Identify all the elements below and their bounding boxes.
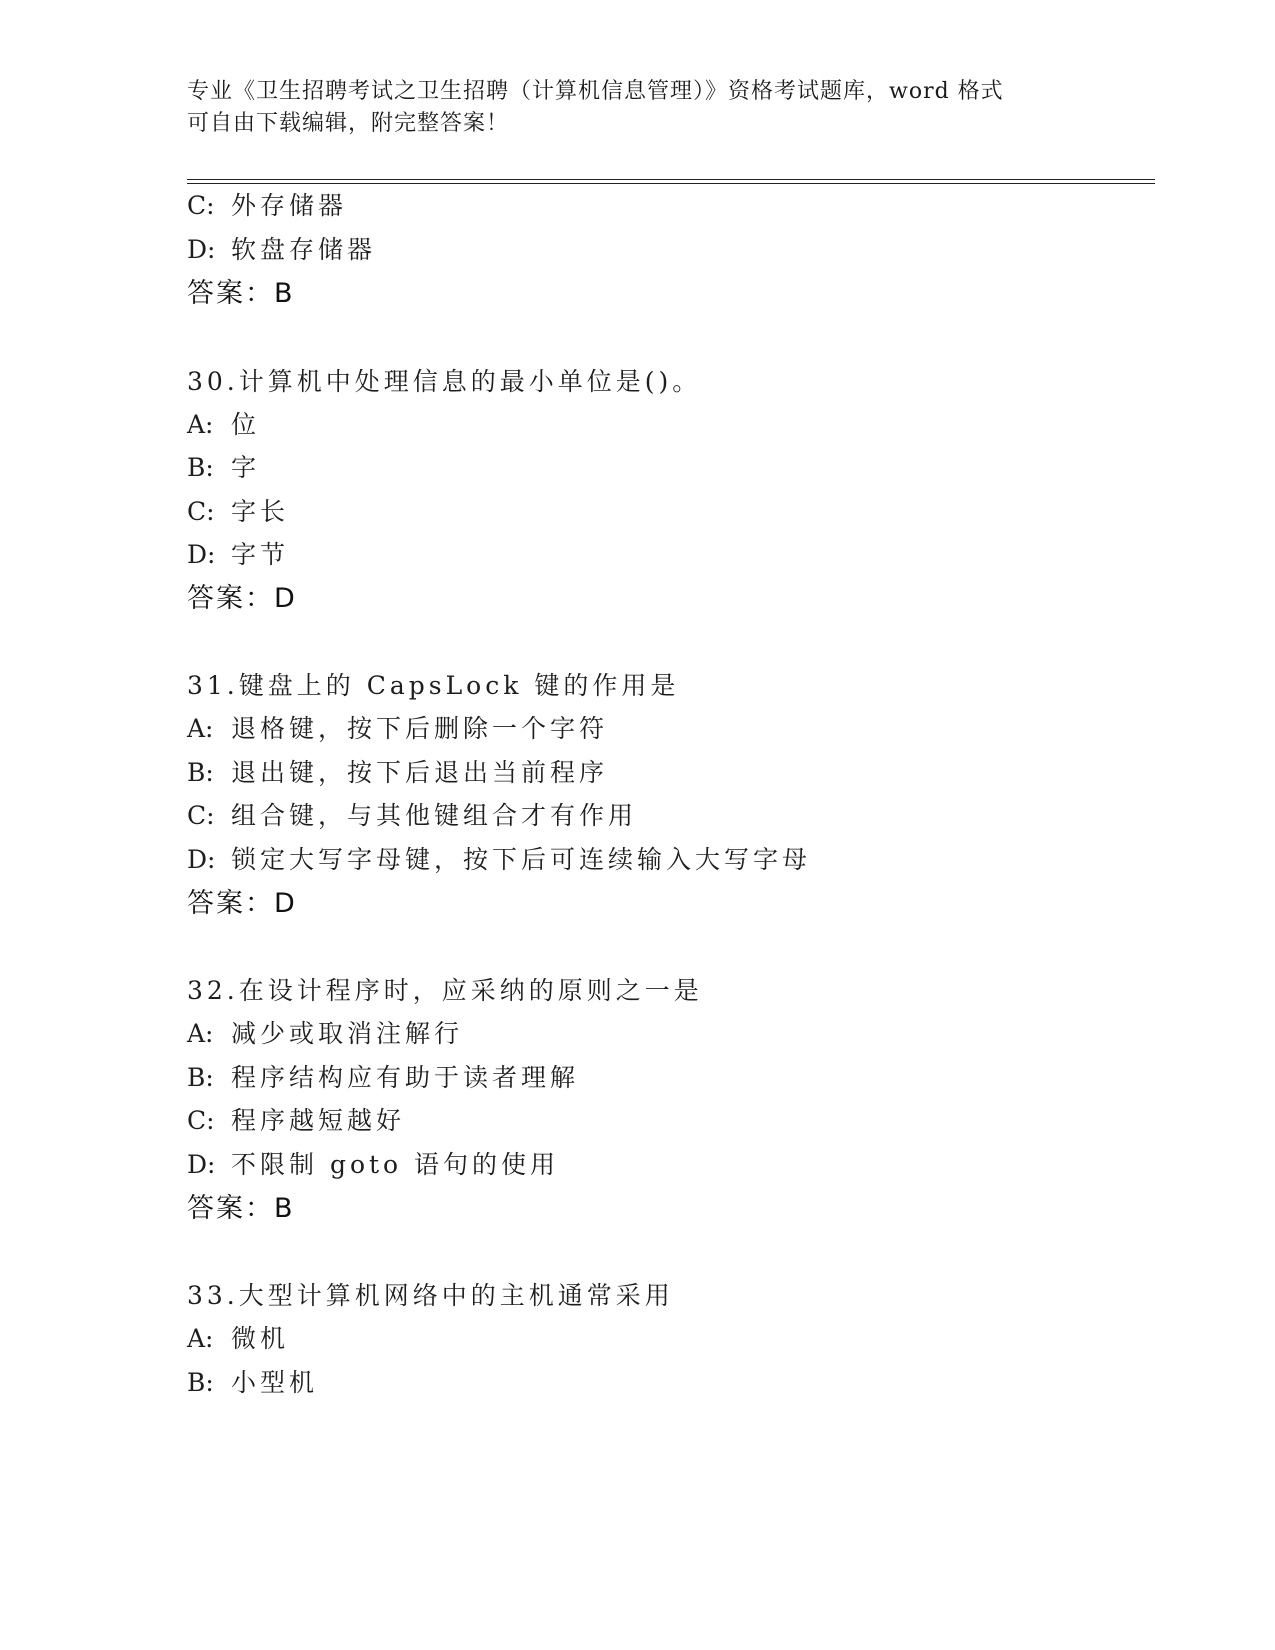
option-text: 微机	[231, 1324, 290, 1353]
document-header	[187, 76, 1087, 140]
q31-option-b	[187, 757, 608, 789]
q33-option-a	[187, 1323, 289, 1355]
option-letter: C:	[187, 497, 215, 526]
q31-option-c	[187, 800, 637, 832]
q32-option-a	[187, 1018, 463, 1050]
option-text: 字长	[231, 497, 290, 526]
q30-option-d	[187, 539, 289, 571]
q33-option-b	[187, 1367, 318, 1399]
q31-answer: 答案：D	[187, 888, 297, 919]
option-letter: B:	[187, 1063, 214, 1092]
option-text: 小型机	[231, 1368, 319, 1397]
option-letter: C:	[187, 801, 215, 830]
header-divider-top	[187, 179, 1155, 180]
q32-option-d	[187, 1149, 559, 1181]
option-text: 不限制 goto 语句的使用	[231, 1150, 560, 1179]
option-letter: D:	[187, 235, 216, 264]
option-letter: B:	[187, 758, 214, 787]
q29-answer: 答案：B	[187, 278, 295, 309]
header-divider-bottom	[187, 183, 1155, 184]
q30-option-b	[187, 452, 260, 484]
option-text: 减少或取消注解行	[231, 1019, 464, 1048]
q31-option-d	[187, 844, 811, 876]
option-letter: D:	[187, 1150, 216, 1179]
option-letter: C:	[187, 191, 215, 220]
option-letter: D:	[187, 845, 216, 874]
option-letter: B:	[187, 453, 214, 482]
option-text: 软盘存储器	[231, 235, 377, 264]
option-letter: A:	[187, 1324, 214, 1353]
q30-question: 30.计算机中处理信息的最小单位是()。	[187, 367, 702, 396]
q31-option-a	[187, 713, 608, 745]
option-letter: B:	[187, 1368, 214, 1397]
option-text: 程序结构应有助于读者理解	[231, 1063, 580, 1092]
option-letter: D:	[187, 540, 216, 569]
option-letter: A:	[187, 410, 214, 439]
q31-question: 31.键盘上的 CapsLock 键的作用是	[187, 671, 680, 700]
q32-option-b	[187, 1062, 579, 1094]
q29-option-c	[187, 190, 347, 222]
option-text: 位	[231, 410, 261, 439]
option-letter: A:	[187, 1019, 214, 1048]
header-line-1: 专业《卫生招聘考试之卫生招聘（计算机信息管理）》资格考试题库，word 格式	[187, 79, 1004, 104]
q30-option-c	[187, 496, 289, 528]
q32-question: 32.在设计程序时，应采纳的原则之一是	[187, 976, 703, 1005]
option-text: 组合键，与其他键组合才有作用	[231, 801, 638, 830]
header-line-2: 可自由下载编辑，附完整答案！	[187, 111, 510, 136]
option-text: 锁定大写字母键，按下后可连续输入大写字母	[231, 845, 812, 874]
q32-option-c	[187, 1105, 405, 1137]
option-text: 退格键，按下后删除一个字符	[231, 714, 609, 743]
option-letter: A:	[187, 714, 214, 743]
q30-answer: 答案：D	[187, 583, 297, 614]
option-text: 字	[231, 453, 261, 482]
option-text: 字节	[231, 540, 290, 569]
q30-option-a	[187, 409, 260, 441]
q32-answer: 答案：B	[187, 1193, 295, 1224]
option-letter: C:	[187, 1106, 215, 1135]
option-text: 退出键，按下后退出当前程序	[231, 758, 609, 787]
option-text: 外存储器	[231, 191, 348, 220]
q33-question: 33.大型计算机网络中的主机通常采用	[187, 1281, 674, 1310]
option-text: 程序越短越好	[231, 1106, 406, 1135]
q29-option-d	[187, 234, 376, 266]
